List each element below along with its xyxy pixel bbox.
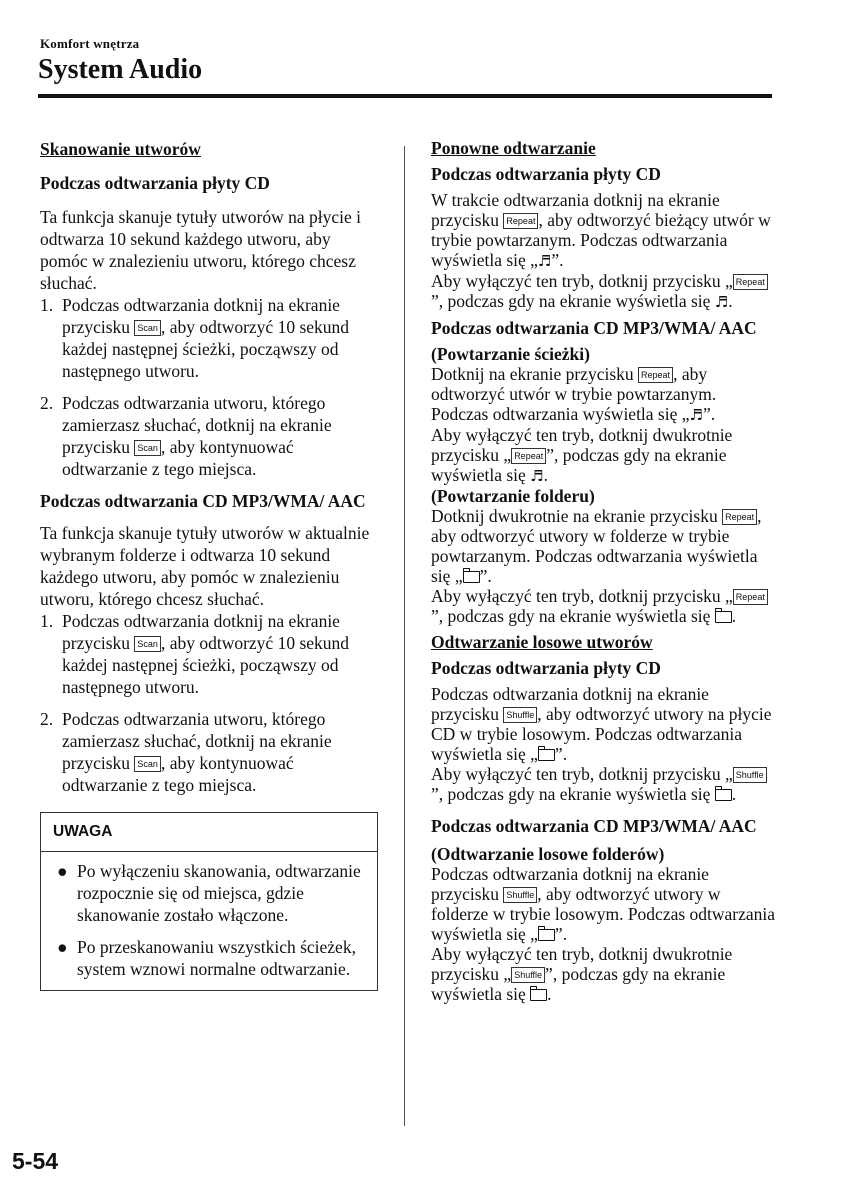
scan-button-icon: Scan <box>134 320 161 336</box>
track-repeat-text: Dotknij na ekranie przycisku Repeat , aby odtworzyć utwór w trybie powtarzanym. Podczas odtwarzania wyświetla się „♬”. Aby wyłączyć ten tryb, dotknij dwukrotnie przycisku „ Repeat ”, podczas gdy na ekranie wyświetla się ♬. <box>431 364 733 485</box>
repeat-button-icon: Repeat <box>638 367 673 383</box>
repeat-button-icon: Repeat <box>503 213 538 229</box>
shuffle-button-icon: Shuffle <box>503 707 537 723</box>
scan-button-icon: Scan <box>134 636 161 652</box>
repeat-cd-heading: Podczas odtwarzania płyty CD <box>431 164 661 184</box>
list-item: ● Po przeskanowaniu wszystkich ścieżek, system wznowi normalne odtwarzanie. <box>57 937 356 979</box>
random-heading: Odtwarzanie losowe utworów <box>431 632 653 652</box>
column-divider <box>404 146 405 1126</box>
right-column <box>431 138 776 1004</box>
scan-button-icon: Scan <box>134 440 161 456</box>
header-divider <box>38 94 772 98</box>
folder-icon <box>463 571 480 583</box>
note-box <box>40 812 378 991</box>
random-mp3-heading: Podczas odtwarzania CD MP3/WMA/ AAC <box>431 816 757 836</box>
music-note-icon: ♬ <box>530 467 544 485</box>
folder-icon <box>715 611 732 623</box>
list-item: ● Po wyłączeniu skanowania, odtwarzanie rozpocznie się od miejsca, gdzie skanowanie zostało włączone. <box>57 861 361 925</box>
folder-repeat-heading: (Powtarzanie folderu) <box>431 486 595 506</box>
random-cd-heading: Podczas odtwarzania płyty CD <box>431 658 661 678</box>
scan-heading: Skanowanie utworów <box>40 139 201 159</box>
section-label: Komfort wnętrza <box>40 36 140 51</box>
cd-steps <box>40 294 380 480</box>
scan-button-icon: Scan <box>134 756 161 772</box>
bullet-icon: ● <box>57 861 68 881</box>
list-item: 2. Podczas odtwarzania utworu, którego zamierzasz słuchać, dotknij na ekranie przycisku Scan , aby kontynuować odtwarzanie z tego miejsca. <box>40 709 332 795</box>
mp3-steps <box>40 610 380 796</box>
shuffle-button-icon: Shuffle <box>511 967 545 983</box>
left-column <box>40 138 380 991</box>
folder-icon <box>538 929 555 941</box>
folder-repeat-text: Dotknij dwukrotnie na ekranie przycisku Repeat , aby odtworzyć utwory w folderze w trybie powtarzanym. Podczas odtwarzania wyświetla się „ ”. Aby wyłączyć ten tryb, dotknij przycisku „ Repeat”, podczas gdy na ekranie wyświetla się . <box>431 506 776 626</box>
folder-icon <box>538 749 555 761</box>
repeat-cd-text: W trakcie odtwarzania dotknij na ekranie przycisku Repeat , aby odtworzyć bieżący utwór w trybie powtarzanym. Podczas odtwarzania wyświetla się „♬”. Aby wyłączyć ten tryb, dotknij przycisku „ Repeat”, podczas gdy na ekranie wyświetla się ♬. <box>431 190 771 311</box>
list-item: 1. Podczas odtwarzania dotknij na ekranie przycisku Scan , aby odtworzyć 10 sekund każdej następnej ścieżki, począwszy od następnego utworu. <box>40 611 350 697</box>
shuffle-button-icon: Shuffle <box>733 767 767 783</box>
note-title: UWAGA <box>41 813 377 852</box>
folder-icon <box>715 789 732 801</box>
repeat-mp3-heading: Podczas odtwarzania CD MP3/WMA/ AAC <box>431 318 757 338</box>
page-number: 5-54 <box>12 1148 59 1174</box>
folder-random-text: Podczas odtwarzania dotknij na ekranie przycisku Shuffle , aby odtworzyć utwory w folderze w trybie losowym. Podczas odtwarzania wyświetla się „ ”. Aby wyłączyć ten tryb, dotknij dwukrotnie przycisku „ Shuffle ”, podczas gdy na ekranie wyświetla się . <box>431 864 776 1004</box>
repeat-button-icon: Repeat <box>733 274 768 290</box>
list-item: 1. Podczas odtwarzania dotknij na ekranie przycisku Scan , aby odtworzyć 10 sekund każdej następnej ścieżki, począwszy od następnego utworu. <box>40 295 350 381</box>
folder-icon <box>530 989 547 1001</box>
mp3-intro: Ta funkcja skanuje tytuły utworów w aktualnie wybranym folderze i odtwarza 10 sekund każdego utworu, aby pomóc w znalezieniu utworu, którego chcesz słuchać. <box>40 523 370 609</box>
mp3-heading: Podczas odtwarzania CD MP3/WMA/ AAC <box>40 491 366 511</box>
note-body <box>41 852 377 990</box>
repeat-button-icon: Repeat <box>511 448 546 464</box>
track-repeat-heading: (Powtarzanie ścieżki) <box>431 344 590 364</box>
cd-intro: Ta funkcja skanuje tytuły utworów na płycie i odtwarza 10 sekund każdego utworu, aby pomóc w znalezieniu utworu, którego chcesz słuchać. <box>40 207 361 293</box>
cd-heading: Podczas odtwarzania płyty CD <box>40 173 270 193</box>
repeat-button-icon: Repeat <box>733 589 768 605</box>
random-cd-text: Podczas odtwarzania dotknij na ekranie przycisku Shuffle , aby odtworzyć utwory na płycie CD w trybie losowym. Podczas odtwarzania wyświetla się „ ”. Aby wyłączyć ten tryb, dotknij przycisku „ Shuffle”, podczas gdy na ekranie wyświetla się . <box>431 684 772 804</box>
music-note-icon: ♬ <box>689 406 703 424</box>
music-note-icon: ♬ <box>714 293 729 311</box>
repeat-button-icon: Repeat <box>722 509 757 525</box>
music-note-icon: ♬ <box>537 252 552 270</box>
folder-random-heading: (Odtwarzanie losowe folderów) <box>431 844 665 864</box>
list-item: 2. Podczas odtwarzania utworu, którego zamierzasz słuchać, dotknij na ekranie przycisku Scan , aby kontynuować odtwarzanie z tego miejsca. <box>40 393 332 479</box>
bullet-icon: ● <box>57 937 68 957</box>
repeat-heading: Ponowne odtwarzanie <box>431 138 596 158</box>
page-title: System Audio <box>38 54 203 85</box>
shuffle-button-icon: Shuffle <box>503 887 537 903</box>
